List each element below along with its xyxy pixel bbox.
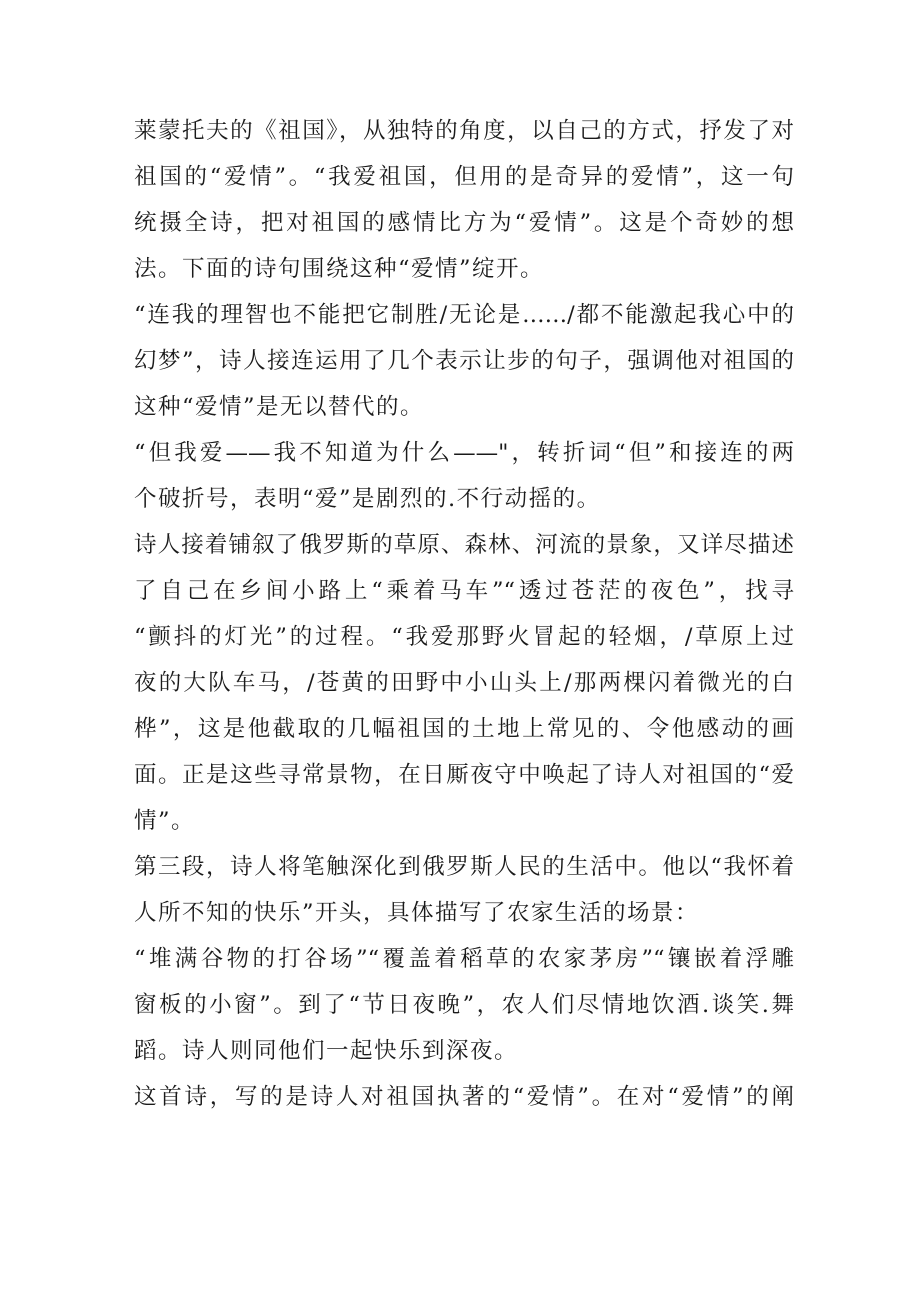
text-line: “堆满谷物的打谷场”“覆盖着稻草的农家茅房”“镶嵌着浮雕 — [134, 946, 794, 972]
text-line: “连我的理智也不能把它制胜/无论是……/都不能激起我心中的 — [134, 302, 794, 328]
text-line: 幻梦”，诗人接连运用了几个表示让步的句子，强调他对祖国的 — [134, 348, 794, 374]
text-line: 这首诗，写的是诗人对祖国执著的“爱情”。在对“爱情”的阐 — [134, 1084, 794, 1110]
body-text — [134, 108, 794, 1120]
text-line: 人所不知的快乐”开头，具体描写了农家生活的场景： — [134, 900, 700, 926]
text-line: 夜的大队车马，/苍黄的田野中小山头上/那两棵闪着微光的白 — [134, 670, 794, 696]
text-line: 诗人接着铺叙了俄罗斯的草原、森林、河流的景象，又详尽描述 — [134, 532, 794, 558]
text-line: 面。正是这些寻常景物，在日厮夜守中唤起了诗人对祖国的“爱 — [134, 762, 794, 788]
text-line: 蹈。诗人则同他们一起快乐到深夜。 — [134, 1038, 519, 1064]
text-line: 法。下面的诗句围绕这种“爱情”绽开。 — [134, 256, 545, 282]
text-line: 统摄全诗，把对祖国的感情比方为“爱情”。这是个奇妙的想 — [134, 210, 794, 236]
text-line: 莱蒙托夫的《祖国》，从独特的角度，以自己的方式，抒发了对 — [134, 118, 794, 144]
text-line: “但我爱——我不知道为什么——"，转折词“但”和接连的两 — [134, 440, 794, 466]
text-line: 这种“爱情”是无以替代的。 — [134, 394, 425, 420]
text-line: 桦”，这是他截取的几幅祖国的土地上常见的、令他感动的画 — [134, 716, 794, 742]
text-line: 窗板的小窗”。到了“节日夜晚”，农人们尽情地饮酒.谈笑.舞 — [134, 992, 794, 1018]
text-line: 个破折号，表明“爱”是剧烈的.不行动摇的。 — [134, 486, 601, 512]
text-line: 第三段，诗人将笔触深化到俄罗斯人民的生活中。他以“我怀着 — [134, 854, 794, 880]
text-line: “颤抖的灯光”的过程。“我爱那野火冒起的轻烟，/草原上过 — [134, 624, 794, 650]
text-line: 了自己在乡间小路上“乘着马车”“透过苍茫的夜色”，找寻 — [134, 578, 794, 604]
text-line: 情”。 — [134, 808, 196, 834]
text-line: 祖国的“爱情”。“我爱祖国，但用的是奇异的爱情”，这一句 — [134, 164, 794, 190]
